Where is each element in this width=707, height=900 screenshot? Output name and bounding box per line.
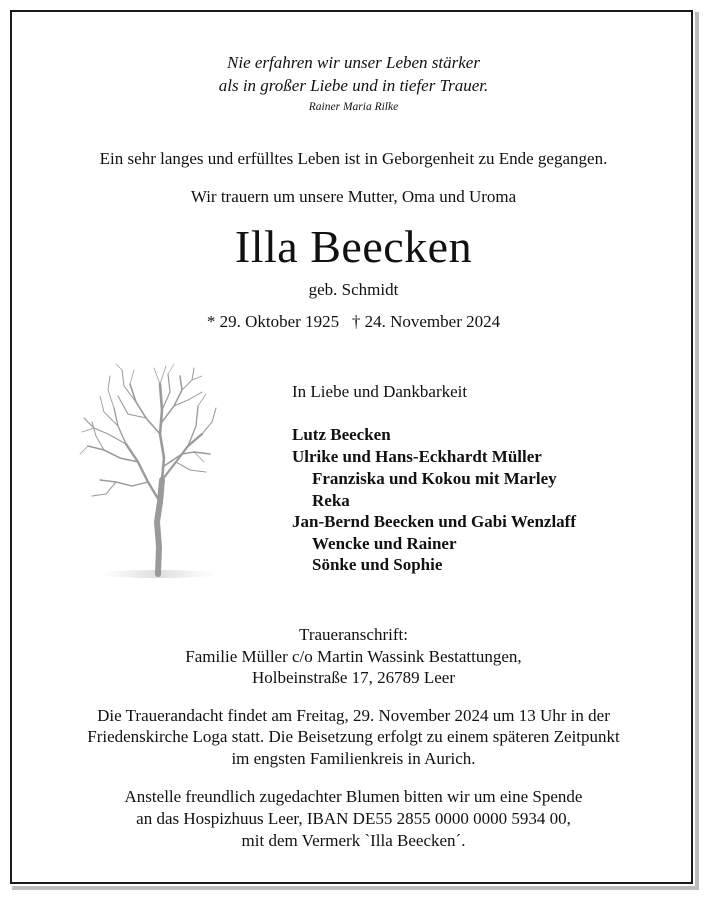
donation-line-2: an das Hospizhuus Leer, IBAN DE55 2855 0000 0000 5934 00, bbox=[136, 809, 571, 828]
donation-line-3: mit dem Vermerk `Illa Beecken´. bbox=[241, 831, 466, 850]
family-member: Wencke und Rainer bbox=[312, 534, 457, 553]
family-member: Ulrike und Hans-Eckhardt Müller bbox=[292, 447, 542, 466]
deceased-name: Illa Beecken bbox=[234, 221, 473, 272]
quote-author: Rainer Maria Rilke bbox=[308, 101, 399, 113]
family-intro: In Liebe und Dankbarkeit bbox=[292, 382, 468, 401]
maiden-name: geb. Schmidt bbox=[308, 280, 399, 299]
frame-shadow-bottom bbox=[12, 886, 699, 890]
life-dates: * 29. Oktober 1925 † 24. November 2024 bbox=[206, 312, 501, 331]
family-member: Jan-Bernd Beecken und Gabi Wenzlaff bbox=[292, 512, 576, 531]
service-line-2: Friedenskirche Loga statt. Die Beisetzung erfolgt zu einem späteren Zeitpunkt bbox=[87, 727, 620, 746]
address-line-1: Familie Müller c/o Martin Wassink Bestattungen, bbox=[185, 647, 522, 666]
intro-text: Ein sehr langes und erfülltes Leben ist in Geborgenheit zu Ende gegangen. bbox=[99, 149, 608, 168]
address-line-2: Holbeinstraße 17, 26789 Leer bbox=[252, 668, 455, 687]
mourn-text: Wir trauern um unsere Mutter, Oma und Uroma bbox=[190, 187, 517, 206]
family-member: Franziska und Kokou mit Marley bbox=[312, 469, 557, 488]
service-line-3: im engsten Familienkreis in Aurich. bbox=[231, 749, 476, 768]
quote-line-1: Nie erfahren wir unser Leben stärker bbox=[227, 53, 480, 72]
family-member: Reka bbox=[312, 491, 350, 510]
address-heading: Traueranschrift: bbox=[299, 625, 408, 644]
donation-line-1: Anstelle freundlich zugedachter Blumen bitten wir um eine Spende bbox=[124, 787, 583, 806]
tree-icon bbox=[78, 362, 218, 582]
family-member: Sönke und Sophie bbox=[312, 555, 443, 574]
service-line-1: Die Trauerandacht findet am Freitag, 29. November 2024 um 13 Uhr in der bbox=[97, 706, 610, 725]
family-member: Lutz Beecken bbox=[292, 425, 391, 444]
quote-line-2: als in großer Liebe und in tiefer Trauer. bbox=[218, 76, 489, 95]
